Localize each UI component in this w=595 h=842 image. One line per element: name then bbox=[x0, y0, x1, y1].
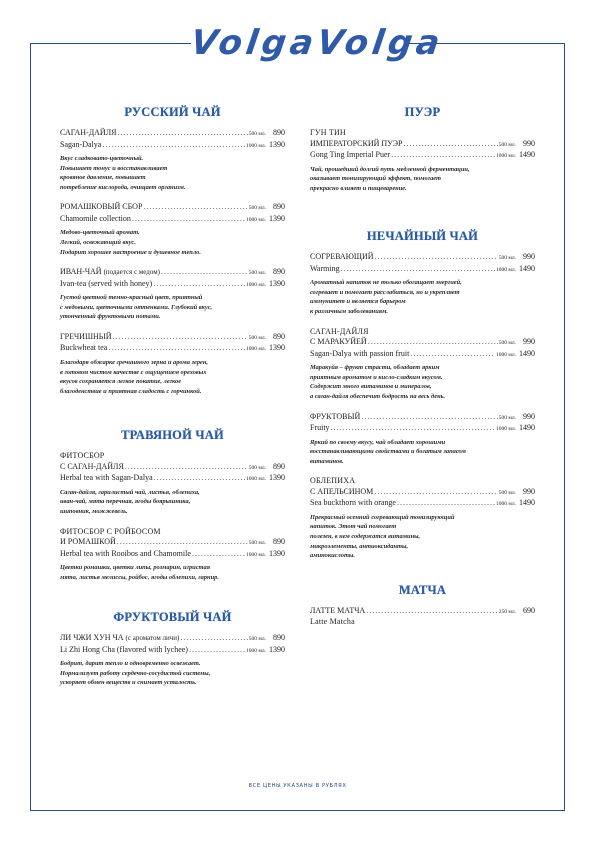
item-name-ru: ЛАТТЕ МАТЧА bbox=[310, 605, 366, 615]
item-price: 990 bbox=[523, 252, 535, 262]
item-volume: 1000 мл. bbox=[496, 266, 516, 273]
item-volume: 500 мл. bbox=[248, 334, 266, 341]
item-name-en: Buckwheat tea bbox=[60, 343, 108, 353]
item-price: 990 bbox=[523, 138, 535, 148]
item-volume: 1000 мл. bbox=[246, 142, 266, 149]
section-fruit-tea bbox=[60, 610, 285, 688]
menu-item bbox=[60, 128, 285, 192]
item-price: 890 bbox=[273, 633, 285, 643]
item-name-ru: ОБЛЕПИХА bbox=[310, 476, 356, 486]
item-name-ru: СОГРЕВАЮЩИЙ bbox=[310, 252, 374, 262]
item-description: Прекрасный осенний согревающий тонизирующий напиток. Этот чай помогает полезен, в нем содержатся витамины, микроэлементы, антиоксиданты, аминокислоты. bbox=[310, 513, 455, 560]
item-volume: 1000 мл. bbox=[246, 346, 266, 353]
item-price: 1490 bbox=[519, 263, 535, 273]
item-price: 990 bbox=[523, 411, 535, 421]
menu-item bbox=[310, 412, 535, 467]
item-description: Благодаря обжарке гречишного зерна и арома зерен, в готовом чистом качестве с ощущением ореховых вкусов сохраняется легкое покатие, легкое благоденствие и приятная сладость с горчинкой. bbox=[60, 358, 209, 395]
menu-item bbox=[310, 128, 535, 193]
item-name-ru: ФРУКТОВЫЙ bbox=[310, 411, 361, 421]
item-volume: 1000 мл. bbox=[496, 426, 516, 433]
footer-note: ВСЕ ЦЕНЫ УКАЗАНЫ В РУБЛЯХ bbox=[248, 783, 347, 789]
menu-item bbox=[60, 633, 285, 688]
item-price: 1390 bbox=[269, 343, 285, 353]
item-name-ru: ГРЕЧИШНЫЙ bbox=[60, 331, 112, 341]
item-name-ru: ФИТОСБОР С РОЙБОСОМ bbox=[60, 526, 161, 536]
menu-item bbox=[60, 451, 285, 516]
item-name-ru: С МАРАКУЙЕЙ bbox=[310, 337, 367, 347]
item-name-en: Ivan-tea (served with honey) bbox=[60, 278, 153, 288]
menu-item bbox=[310, 476, 535, 560]
item-name-ru: САГАН-ДАЙЛЯ bbox=[310, 326, 369, 336]
item-description: Густой цветной темно-красный цвет, приятный с медовыми, цветочными оттенками. Глубокий вкус, утонченный фруктовыми нотами. bbox=[60, 294, 213, 321]
item-price: 890 bbox=[273, 331, 285, 341]
item-name-ru: ГУН ТИН bbox=[310, 128, 346, 137]
item-volume: 1000 мл. bbox=[496, 501, 516, 508]
menu-item bbox=[60, 332, 285, 396]
section-title: МАТЧА bbox=[398, 582, 447, 597]
left-column bbox=[60, 105, 285, 698]
item-price: 890 bbox=[273, 461, 285, 471]
item-price: 690 bbox=[523, 605, 535, 615]
item-volume: 500 мл. bbox=[498, 255, 516, 262]
item-price: 1390 bbox=[269, 644, 285, 654]
item-name-en: Chamomile collection bbox=[60, 213, 131, 223]
section-herbal-tea bbox=[60, 428, 285, 582]
item-price: 890 bbox=[273, 128, 285, 137]
section-title: РУССКИЙ ЧАЙ bbox=[124, 105, 221, 119]
item-name-en: Latte Matcha bbox=[310, 617, 355, 627]
logo bbox=[188, 23, 447, 63]
menu-item bbox=[60, 267, 285, 322]
section-russian-tea bbox=[60, 105, 285, 396]
item-price: 990 bbox=[523, 486, 535, 496]
item-name-en: Sagan-Dalya with passion fruit bbox=[310, 348, 410, 358]
item-volume: 1000 мл. bbox=[246, 476, 266, 483]
item-name-en: Sea buckthorn with orange bbox=[310, 498, 396, 508]
item-price: 1490 bbox=[519, 150, 535, 159]
item-price: 890 bbox=[273, 267, 285, 277]
item-description: Чай, прошедший долгий путь медленной ферментации, оказывает тонизирующий эффект, помогает прекрасно влияет и пищеварение. bbox=[310, 165, 470, 192]
right-column bbox=[310, 105, 535, 638]
section-matcha bbox=[310, 583, 535, 628]
item-price: 1390 bbox=[269, 278, 285, 288]
item-description: Маракуйя – фрукт страсти, обладает ярким приятным ароматом и кисло-сладким вкусом. Содержит много витаминов и минералов, а саган-дайля обеспечит бодрость на весь день. bbox=[310, 364, 446, 400]
item-volume: 500 мл. bbox=[498, 340, 516, 347]
item-volume: 1000 мл. bbox=[246, 216, 266, 223]
item-name-en: Li Zhi Hong Cha (flavored with lychee) bbox=[60, 644, 188, 654]
item-description: Вкус сладковато-цветочный. Повышает тонус и восстанавливает кровяное давление, повышает потребление кислорода, очищает организм. bbox=[60, 155, 186, 191]
item-name-ru: ИМПЕРАТОРСКИЙ ПУЭР bbox=[310, 138, 403, 148]
menu-item bbox=[310, 327, 535, 402]
item-price: 1390 bbox=[269, 139, 285, 149]
item-price: 1490 bbox=[519, 348, 535, 358]
item-name-ru: ИВАН-ЧАЙ bbox=[60, 267, 102, 277]
menu-item bbox=[310, 606, 535, 628]
item-volume: 500 мл. bbox=[498, 489, 516, 496]
item-volume: 500 мл. bbox=[248, 131, 266, 137]
item-name-en: Fruity bbox=[310, 423, 330, 433]
item-name-ru: С САГАН-ДАЙЛЯ bbox=[60, 461, 124, 471]
section-puer bbox=[310, 105, 535, 193]
item-volume: 1000 мл. bbox=[246, 281, 266, 288]
item-name-ru: С АПЕЛЬСИНОМ bbox=[310, 486, 374, 496]
section-title: ТРАВЯНОЙ ЧАЙ bbox=[121, 428, 224, 443]
item-name-ru: И РОМАШКОЙ bbox=[60, 537, 116, 547]
item-price: 1390 bbox=[269, 548, 285, 558]
item-volume: 500 мл. bbox=[248, 636, 266, 643]
item-volume: 500 мл. bbox=[248, 464, 266, 471]
menu-item bbox=[60, 202, 285, 257]
item-name-en: Sagan-Dalya bbox=[60, 139, 102, 149]
logo-text: VolgaVolga bbox=[188, 23, 447, 63]
item-name-ru: ФИТОСБОР bbox=[60, 451, 105, 461]
section-non-tea bbox=[310, 229, 535, 561]
item-price: 890 bbox=[273, 537, 285, 547]
section-title: ПУЭР bbox=[404, 105, 441, 119]
item-description: Бодрит, дарит тепло и одновременно освежает. Нормализует работу сердечно-сосудистой системы, ускоряет обмен веществ и снимает усталость. bbox=[60, 660, 211, 687]
menu-item bbox=[60, 527, 285, 583]
item-name-ru: ЛИ ЧЖИ ХУН ЧА bbox=[60, 633, 124, 643]
item-price: 1390 bbox=[269, 473, 285, 483]
item-price: 1390 bbox=[269, 213, 285, 223]
item-note: (подается с медом) bbox=[103, 268, 160, 277]
item-volume: 250 мл. bbox=[498, 608, 516, 615]
section-title: ФРУКТОВЫЙ ЧАЙ bbox=[113, 610, 232, 625]
item-volume: 500 мл. bbox=[248, 205, 266, 212]
item-price: 990 bbox=[523, 337, 535, 347]
item-price: 1490 bbox=[519, 423, 535, 433]
item-name-ru: РОМАШКОВЫЙ СБОР bbox=[60, 202, 143, 212]
item-name-ru: САГАН-ДАЙЛЯ bbox=[60, 128, 117, 137]
item-name-en: Warming bbox=[310, 263, 340, 273]
item-description: Яркий по своему вкусу, чай обладает хорошими восстанавливающими свойствами и богатым запасом витаминов. bbox=[310, 438, 466, 465]
item-volume: 500 мл. bbox=[248, 270, 266, 277]
item-volume: 1000 мл. bbox=[246, 647, 266, 654]
item-description: Саган-дайля, гарилистый чай, листья, облепиха, иван-чай, мята перечная, ягоды боярышника, шиповник, можжевель. bbox=[60, 488, 200, 515]
item-price: 1490 bbox=[519, 498, 535, 508]
section-title: НЕЧАЙНЫЙ ЧАЙ bbox=[366, 229, 479, 244]
item-volume: 1000 мл. bbox=[496, 351, 516, 358]
item-description: Ароматный напиток не только обогащает энергией, согревает и помогает расслабиться, но и укрепляет иммунитет и является барьером к различным заболеваниям. bbox=[310, 279, 462, 316]
item-name-en: Herbal tea with Rooibos and Chamomile bbox=[60, 548, 191, 558]
item-volume: 1000 мл. bbox=[246, 551, 266, 558]
item-price: 890 bbox=[273, 202, 285, 212]
item-volume: 500 мл. bbox=[498, 414, 516, 421]
item-name-en: Herbal tea with Sagan-Dalya bbox=[60, 473, 153, 483]
item-volume: 1000 мл. bbox=[496, 153, 516, 159]
menu-item bbox=[310, 252, 535, 316]
item-description: Цветки ромашки, цветки липы, розмарин, игристая мята, листья мелиссы, ройбос, ягоды облепихи, гарнир. bbox=[60, 564, 219, 581]
item-volume: 500 мл. bbox=[498, 141, 516, 148]
item-name-en: Gong Ting Imperial Puer bbox=[310, 150, 391, 159]
item-volume: 500 мл. bbox=[248, 540, 266, 547]
item-description: Медово-цветочный аромат. Легкий, освежающий вкус. Подарит хорошее настроение и душевное тепло. bbox=[60, 229, 201, 256]
item-note: (с ароматом личи) bbox=[125, 634, 180, 643]
